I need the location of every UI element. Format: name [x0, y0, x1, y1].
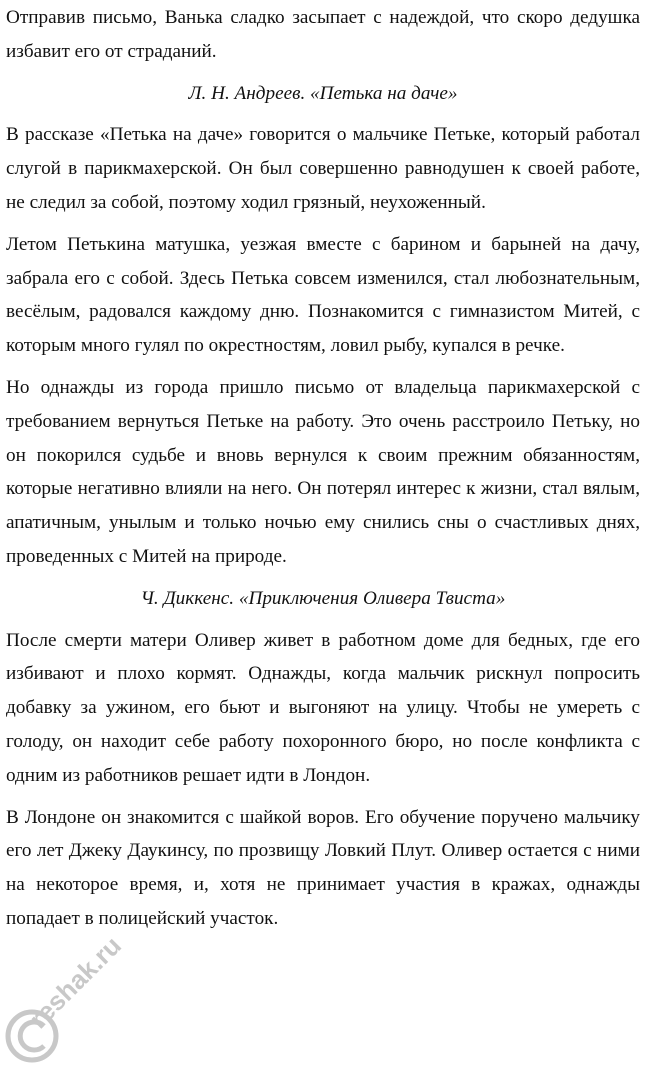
paragraph: В Лондоне он знакомится с шайкой воров. Его обучение поручено мальчику его лет Джеку Даукинсу, по прозвищу Ловкий Плут. Оливер остается с ними на некоторое время, и, хотя не принимает участия в кражах, однажды попадает в полицейский участок. — [6, 806, 640, 929]
paragraph: В рассказе «Петька на даче» говорится о мальчике Петьке, который работал слугой в парикмахерской. Он был совершенно равнодушен к своей работе, не следил за собой, поэтому ходил грязный, неухоженный. — [6, 124, 640, 213]
watermark-logo — [0, 930, 160, 1070]
section-heading-dickens: Ч. Диккенс. «Приключения Оливера Твиста» — [140, 587, 506, 609]
paragraph: Летом Петькина матушка, уезжая вместе с барином и барыней на дачу, забрала его с собой. Здесь Петька совсем изменился, стал любознательным, весёлым, радовался каждому дню. Познакомится с гимназистом Митей, с которым много гулял по окрестностям, ловил рыбу, купался в речке. — [6, 233, 640, 357]
paragraph: После смерти матери Оливер живет в работном доме для бедных, где его избивают и плохо кормят. Однажды, когда мальчик рискнул попросить добавку за ужином, его бьют и выгоняют на улицу. Чтобы не умереть с голоду, он находит себе работу похоронного бюро, но после конфликта с одним из работников решает идти в Лондон. — [6, 629, 640, 786]
paragraph-intro: Отправив письмо, Ванька сладко засыпает с надеждой, что скоро дедушка избавит его от страданий. — [6, 7, 640, 62]
document-page — [6, 0, 640, 936]
paragraph: Но однажды из города пришло письмо от владельца парикмахерской с требованием вернуться Петьке на работу. Это очень расстроило Петьку, но он покорился судьбе и вновь вернулся к своим прежним обязанностям, которые негативно влияли на него. Он потерял интерес к жизни, стал вялым, апатичным, унылым и только ночью ему снились сны о счастливых днях, проведенных с Митей на природе. — [6, 376, 640, 567]
section-heading-andreev: Л. Н. Андреев. «Петька на даче» — [188, 82, 458, 104]
svg-text:reshak.ru: reshak.ru — [23, 930, 128, 1035]
